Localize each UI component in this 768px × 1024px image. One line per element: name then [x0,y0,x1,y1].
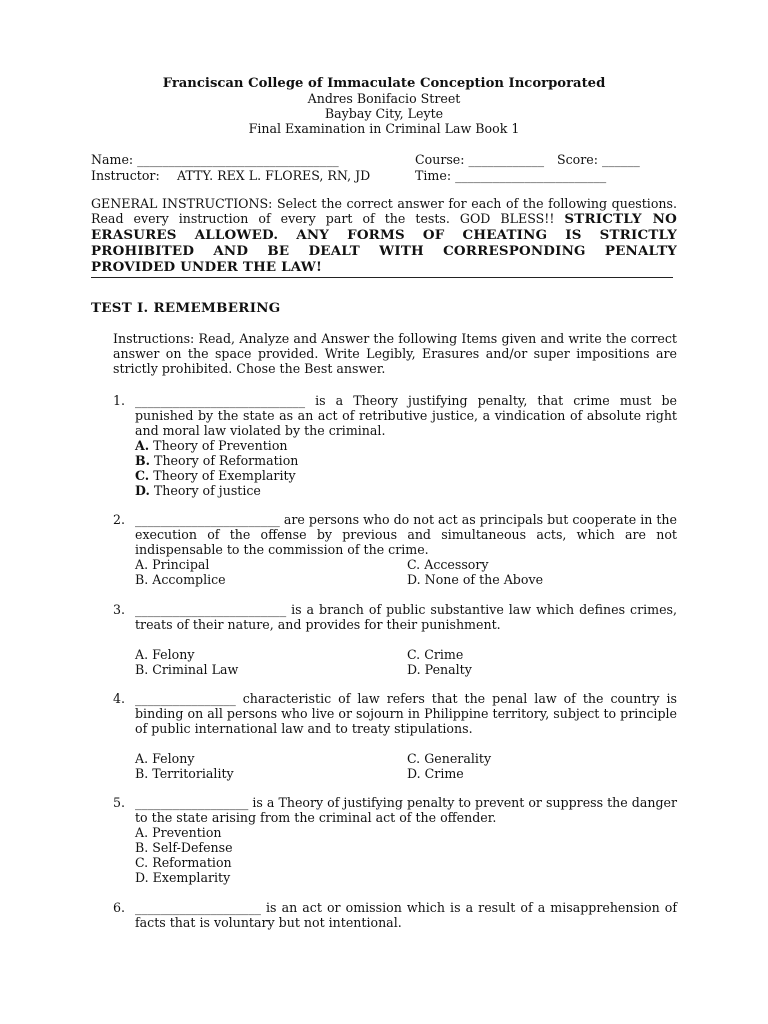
question-number: 6. [113,900,126,915]
answer-option[interactable]: B. Self-Defense [135,840,233,855]
answer-option[interactable]: B. Accomplice [135,572,226,587]
test-instructions: Instructions: Read, Analyze and Answer the following Items given and write the correct answer on the space provided. Write Legibly, Erasures and/or super impositions are strictly prohibited. Chose the Best answer. [113,331,677,376]
question-text: ___________________________ is a Theory justifying penalty, that crime must be punished by the state as an act of retributive justice, a vindication of absolute right and moral law violated by the criminal. [135,393,677,438]
name-field[interactable]: Name: ________________________________ [91,152,339,167]
question-text: ________________ characteristic of law refers that the penal law of the country is binding on all persons who live or sojourn in Philippine territory, subject to principle of public international law and to treaty stipulations. [135,691,677,736]
answer-option[interactable]: A. Prevention [135,825,222,840]
score-field[interactable]: Score: ______ [557,152,640,167]
exam-title: Final Examination in Criminal Law Book 1 [248,121,520,136]
general-instructions [91,196,677,275]
question-number: 1. [113,393,126,408]
instructor-label: Instructor: [91,168,160,183]
answer-option[interactable]: C. Theory of Exemplarity [135,468,296,483]
document-header [91,76,677,136]
question-number: 4. [113,691,126,706]
answer-option[interactable]: D. None of the Above [407,572,544,587]
course-field[interactable]: Course: ____________ [415,152,545,167]
section-divider [91,277,673,278]
question-number: 2. [113,512,126,527]
answer-option[interactable]: D. Theory of justice [135,483,261,498]
answer-option[interactable]: D. Exemplarity [135,870,231,885]
answer-option[interactable]: A. Principal [135,557,210,572]
answer-option[interactable]: A. Theory of Prevention [135,438,288,453]
question-text: ________________________ is a branch of public substantive law which defines crimes, treats of their nature, and provides for their punishment. [135,602,677,632]
cheating-warning: STRICTLY NO ERASURES ALLOWED. ANY FORMS OF CHEATING IS STRICTLY PROHIBITED AND BE DEALT WITH CORRESPONDING PENALTY PROVIDED UNDER THE LAW! [91,211,677,275]
time-field[interactable]: Time: ________________________ [415,168,607,183]
question-number: 5. [113,795,126,810]
school-name: Franciscan College of Immaculate Conception Incorporated [162,76,606,91]
answer-options [135,438,677,498]
question-text: _______________________ are persons who do not act as principals but cooperate in the execution of the offense by previous and simultaneous acts, which are not indispensable to the commission of the crime. [135,512,677,557]
answer-option[interactable]: C. Crime [407,647,464,662]
answer-option[interactable]: C. Generality [407,751,492,766]
school-city: Baybay City, Leyte [324,106,444,121]
school-street: Andres Bonifacio Street [307,91,461,106]
test-title: TEST I. REMEMBERING [91,300,281,316]
student-info-fields [91,152,677,184]
question-text: __________________ is a Theory of justifying penalty to prevent or suppress the danger to the state arising from the criminal act of the offender. [135,795,677,825]
answer-option[interactable]: D. Crime [407,766,464,781]
answer-option[interactable]: D. Penalty [407,662,472,677]
answer-option[interactable]: B. Criminal Law [135,662,239,677]
answer-options [135,825,677,885]
question-number: 3. [113,602,126,617]
general-instructions-text: GENERAL INSTRUCTIONS: Select the correct answer for each of the following questions. Read every instruction of every part of the tests. GOD BLESS!! [91,196,677,226]
answer-option[interactable]: B. Theory of Reformation [135,453,299,468]
answer-option[interactable]: A. Felony [135,647,195,662]
instructor-name: ATTY. REX L. FLORES, RN, JD [177,168,371,183]
answer-option[interactable]: C. Accessory [407,557,489,572]
answer-option[interactable]: A. Felony [135,751,195,766]
question-text: ____________________ is an act or omission which is a result of a misapprehension of facts that is voluntary but not intentional. [135,900,677,930]
answer-option[interactable]: B. Territoriality [135,766,234,781]
answer-option[interactable]: C. Reformation [135,855,232,870]
